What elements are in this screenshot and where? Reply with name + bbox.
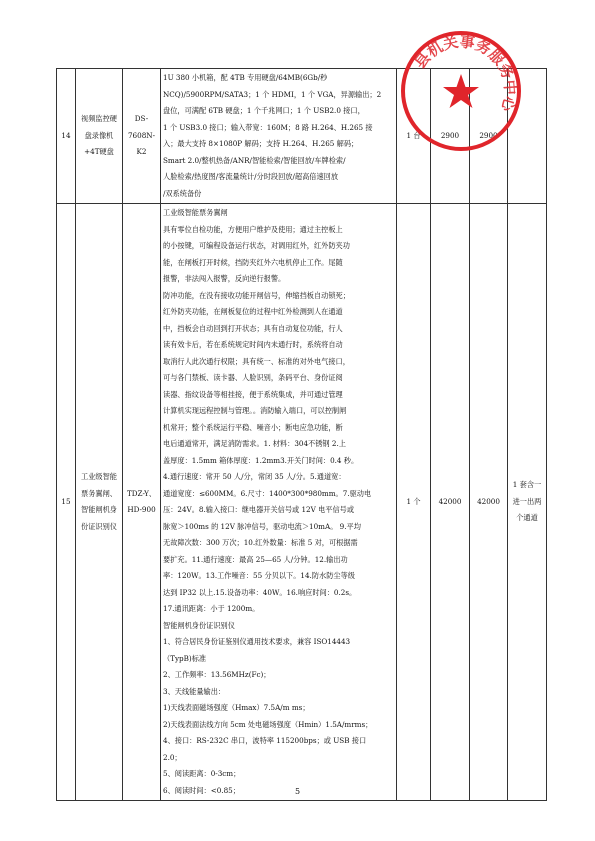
- item-model: TDZ-Y、HD-900: [123, 204, 161, 801]
- item-number: 14: [57, 69, 76, 204]
- description-line: 1U 380 小机箱，配 4TB 专用硬盘/64MB(6Gb/秒: [163, 73, 328, 82]
- item-note: 1 套含一进一出两个通道: [508, 204, 547, 801]
- description-line: 具有零位自检功能，方便用户维护及使用；通过主控板上: [163, 224, 343, 234]
- description-line: 盘位，可满配 6TB 硬盘；1 个千兆网口；1 个 USB2.0 接口，: [163, 106, 365, 115]
- item-quantity: 1 个: [397, 204, 431, 801]
- description-line: 读器、指纹设备等相挂接，便于系统集成，并可通过管理: [163, 389, 343, 399]
- item-total-price: 42000: [470, 204, 508, 801]
- description-line: 工业级智能票务翼闸: [163, 208, 228, 217]
- description-line: 4.通行速度：常开 50 人/分，常闭 35 人/分。5.通道宽：: [163, 472, 346, 481]
- description-line: 读有效卡后，若在系统规定时间内未通行时，系统将自动: [163, 340, 343, 349]
- description-line: 取消行人此次通行权限；具有统一、标准的对外电气接口，: [163, 356, 350, 366]
- description-line: 2.0；: [163, 752, 182, 762]
- page-number: 5: [294, 787, 301, 796]
- item-unit-price: 42000: [431, 204, 470, 801]
- item-model: DS-7608N-K2: [123, 69, 161, 204]
- seal-text: 县机关事务服务中心: [410, 32, 520, 114]
- description-line: 2、工作频率：13.56MHz(Fc)；: [163, 670, 271, 679]
- description-line: 计算机实现远程控制与管理。。消防输入端口，可以控制闸: [163, 406, 347, 415]
- description-line: Smart 2.0/整机热备/ANR/智能检索/智能回放/车牌检索/: [163, 155, 346, 165]
- description-line: 3、天线能量输出：: [163, 686, 226, 696]
- description-line: 脉宽＞100ms 的 12V 脉冲信号，驱动电流＞10mA。 9.平均: [163, 521, 361, 531]
- description-line: （TypB)标准: [163, 653, 207, 663]
- description-line: 中，挡板会自动回到打开状态；具有自动复位功能，行人: [163, 323, 343, 333]
- description-line: 红外防夹功能，在闸板复位的过程中红外检测到人在通道: [163, 307, 343, 316]
- description-line: 4、接口：RS-232C 串口，波特率 115200bps；或 USB 接口: [163, 736, 367, 745]
- item-total-price: 2900: [470, 69, 508, 204]
- seal-star-icon: [443, 74, 479, 108]
- description-line: 报警，非法闯入报警，反向逆行报警。: [163, 274, 286, 283]
- description-line: 智能闸机身份证识别仪: [163, 620, 235, 630]
- description-line: 的小按键，可编程设备运行状态，对调用红外，红外防夹功: [163, 241, 350, 250]
- specification-table: [56, 68, 547, 801]
- description-line: 能，在闸板打开时候，挡防夹红外六电机停止工作。尾随: [163, 257, 343, 267]
- item-unit-price: 2900: [431, 69, 470, 204]
- description-line: 6、阅读时间：<0.85；: [163, 785, 240, 795]
- description-line: 17.通讯距离：小于 1200m。: [163, 604, 260, 613]
- description-line: 1)天线表面磁场强度（Hmax）7.5A/m ms；: [163, 703, 310, 712]
- item-description: [161, 69, 397, 204]
- description-line: 率：120W。13.工作噪音：55 分贝以下。14.防水防尘等级: [163, 571, 355, 580]
- item-name: 工业级智能票务翼闸、智能闸机身份证识别仪: [76, 204, 123, 801]
- table-row: [57, 204, 547, 801]
- description-line: 5、阅读距离：0-3cm；: [163, 769, 241, 778]
- description-line: 入；最大支持 8×1080P 解码；支持 H.264、H.265 解码；: [163, 139, 359, 148]
- item-description: [161, 204, 397, 801]
- description-line: /双系统备份: [163, 188, 202, 198]
- description-line: 防冲功能，在没有接收功能开闸信号，伸缩挡板自动锁死；: [163, 290, 350, 300]
- description-line: 通道宽度：≤600MM。6.尺寸：1400*300*980mm。7.驱动电: [163, 488, 372, 498]
- official-seal-stamp: [398, 28, 524, 154]
- item-number: 15: [57, 204, 76, 801]
- item-quantity: 1 台: [397, 69, 431, 204]
- description-line: 人脸检索/热度图/客流量统计/分时段回放/超高倍速回放: [163, 172, 339, 181]
- description-line: 盖厚度：1.5mm 箱体厚度：1.2mm3.开关门时间：0.4 秒。: [163, 455, 359, 465]
- description-line: 无故障次数：300 万次；10.红外数量：标准 5 对，可根据需: [163, 538, 358, 547]
- description-line: 达到 IP32 以上.15.设备功率：40W。16.响应时间：0.2s。: [163, 587, 357, 597]
- description-line: 电后通道常开，满足消防需求。1. 材料：304不锈钢 2.上: [163, 439, 346, 448]
- description-line: 压：24V。8.输入接口：继电器开关信号或 12V 电平信号或: [163, 505, 355, 514]
- description-line: 1、符合居民身份证鉴别仪通用技术要求，兼容 ISO14443: [163, 637, 351, 646]
- description-line: 机常开；整个系统运行平稳、噪音小；断电应急功能，断: [163, 422, 343, 432]
- description-line: NCQ)/5900RPM/SATA3；1 个 HDMI，1 个 VGA，异源输出；2: [163, 89, 382, 99]
- item-name: 视频监控硬盘录像机+4T硬盘: [76, 69, 123, 204]
- description-line: 1 个 USB3.0 接口；输入带宽：160M；8 路 H.264、H.265 接: [163, 122, 373, 132]
- description-line: 可与各门禁板、读卡器、人脸识别，条码平台、身份证阅: [163, 373, 343, 382]
- description-line: 2)天线表面法线方向 5cm 处电磁场强度（Hmin）1.5A/mrms；: [163, 719, 373, 729]
- description-line: 要扩充。11.通行速度：最高 25—65 人/分钟。12.输出功: [163, 554, 348, 564]
